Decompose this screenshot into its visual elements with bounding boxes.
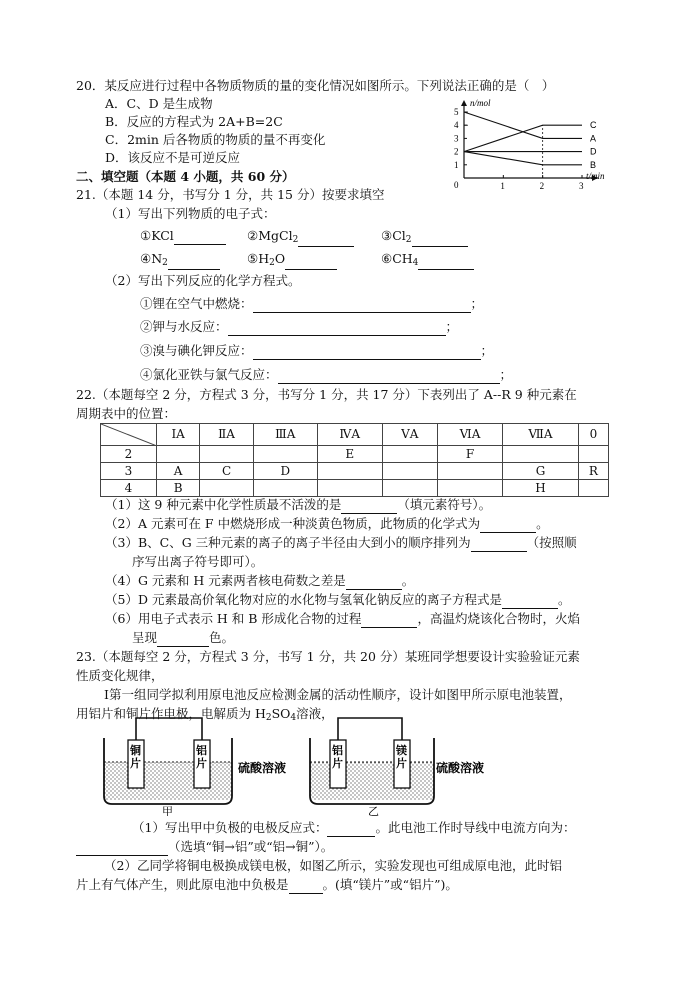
group-header: 0 [578,424,608,446]
table-row [101,446,609,463]
answer-blank[interactable] [418,256,474,270]
y-tick-label: 3 [454,133,459,144]
table-row [101,480,609,497]
element-cell [382,480,437,497]
cell-jia [104,718,232,804]
electrode-label: 片 [130,757,141,770]
element-cell: F [437,446,502,463]
series-label-a: A [590,133,597,144]
mole-time-chart [442,96,622,194]
group-header: ⅡA [200,424,254,446]
electrode-label: 铝 [332,744,343,757]
element-cell: C [200,463,254,480]
reaction-3: ③溴与碘化钾反应： ； [140,342,493,360]
group-header: ⅠA [157,424,200,446]
answer-blank[interactable] [278,370,500,384]
y-axis-arrow [461,100,467,106]
group-header: ⅤA [382,424,437,446]
series-label-c: C [590,120,597,131]
answer-blank[interactable] [298,233,354,247]
solution-label: 硫酸溶液 [436,761,485,775]
answer-blank[interactable] [341,500,397,514]
q23-para1-line2: 用铝片和铜片作电极，电解质为 $H_2SO_4$溶液， [76,706,334,723]
y-tick-label: 5 [454,107,459,117]
y-tick-label: 4 [454,120,459,131]
electrode-label: 片 [196,757,207,770]
electrode-label: 片 [396,757,407,770]
element-cell: H [503,480,579,497]
electrode-label: 铜 [130,744,141,757]
period-cell: 2 [101,446,157,463]
element-cell [157,446,200,463]
wire [136,718,202,740]
x-tick-label: 1 [500,181,505,191]
species-cl2: $③Cl_2$ [381,227,468,247]
y-tick-label: 1 [454,159,459,170]
element-cell [437,463,502,480]
q23-para1-line1: Ⅰ第一组同学拟利用原电池反应检测金属的活动性顺序，设计如图甲所示原电池装置， [104,687,572,702]
q22-item3: （3）B、C、G 三种元素的离子的离子半径由大到小的顺序排列为 （按照顺 [105,534,577,552]
element-cell [503,446,579,463]
answer-blank[interactable] [228,322,446,336]
element-cell [317,480,382,497]
element-cell: D [253,463,317,480]
group-header: ⅦA [503,424,579,446]
x-tick-label: 3 [579,181,584,191]
periodic-table [100,423,609,497]
period-cell: 3 [101,463,157,480]
q23-sub1-line1: （1）写出甲中负极的电极反应式： 。此电池工作时导线中电流方向为： [132,819,575,837]
group-header: ⅢA [253,424,317,446]
q23-sub1-line2: （选填“铜→铝”或“铝→铜”）。 [76,838,333,856]
electrode-label: 铝 [196,744,207,757]
section-2-heading: 二、填空题（本题 4 小题，共 60 分） [76,169,295,184]
diagonal-line [101,424,157,446]
answer-blank[interactable] [471,538,527,552]
q20-option-d: D．该反应不是可逆反应 [105,150,241,165]
element-cell [253,446,317,463]
q22-item3-cont: 序写出离子符号即可）。 [132,554,264,569]
q22-stem-line2: 周期表中的位置： [76,406,177,421]
species-h2o: $⑤H_2O$ [247,250,337,270]
species-mgcl2: ②MgCl$_2$ [247,227,354,247]
q22-item6: （6）用电子式表示 H 和 B 形成化合物的过程 ，高温灼烧该化合物时，火焰 [105,610,580,628]
reaction-1: ①锂在空气中燃烧： ； [140,295,483,313]
solution-label: 硫酸溶液 [238,761,287,775]
species-ch4: $⑥CH_4$ [381,250,474,270]
answer-blank[interactable] [174,231,226,245]
q21-part2: （2）写出下列反应的化学方程式。 [105,273,301,288]
answer-blank[interactable] [412,233,468,247]
element-cell: G [503,463,579,480]
reaction-4: ④氯化亚铁与氯气反应： ； [140,366,512,384]
group-header: ⅥA [437,424,502,446]
q20-option-a: A．C、D 是生成物 [105,96,213,111]
element-cell [382,446,437,463]
element-cell: A [157,463,200,480]
element-cell [578,480,608,497]
element-cell: R [578,463,608,480]
acid-solution [310,762,434,800]
cell-yi [310,718,434,804]
answer-blank[interactable] [289,880,323,894]
q23-sub2-line1: （2）乙同学将铜电极换成镁电极，如图乙所示，实验发现也可组成原电池，此时铝 [104,858,562,873]
answer-blank[interactable] [285,256,337,270]
figure-caption: 甲 [162,805,173,816]
series-label-d: D [590,146,597,157]
answer-blank[interactable] [157,633,209,647]
corner-cell [101,424,157,446]
q22-item6-cont: 呈现 色。 [132,629,234,647]
element-cell [200,480,254,497]
answer-blank[interactable] [327,823,375,837]
x-tick-label: 2 [539,181,545,191]
element-cell [437,480,502,497]
q20-option-b: B．反应的方程式为 2A+B=2C [105,114,283,129]
wire [338,718,402,740]
element-cell [317,463,382,480]
q22-item2: （2）A 元素可在 F 中燃烧形成一种淡黄色物质，此物质的化学式为 。 [105,515,549,533]
galvanic-cell-apparatus [100,712,520,816]
element-cell [200,446,254,463]
answer-blank[interactable] [480,519,536,533]
element-cell [382,463,437,480]
q20-stem: 20．某反应进行过程中各物质物质的量的变化情况如图所示。下列说法正确的是（ ） [76,78,555,93]
answer-blank[interactable] [346,576,402,590]
q20-option-c: C．2min 后各物质的物质的量不再变化 [105,132,326,147]
y-tick-label: 2 [454,146,459,157]
species-n2: $④N_2$ [140,250,220,270]
q23-stem-line2: 性质变化规律， [76,668,164,683]
series-line-b [464,152,582,165]
q22-item1: （1）这 9 种元素中化学性质最不活泼的是 （填元素符号）。 [105,496,491,514]
q22-item5: （5）D 元素最高价氧化物对应的水化物与氢氧化钠反应的离子方程式是 。 [105,591,570,609]
q23-sub2-line2: 片上有气体产生，则此原电池中负极是 。(填“镁片”或“铝片”)。 [76,876,458,894]
q23-stem-line1: 23.（本题每空 2 分，方程式 3 分，书写 1 分，共 20 分）某班同学想要设计实验验证元素 [76,649,580,664]
electrode-label: 片 [332,757,343,770]
x-axis-label: t/min [586,171,605,181]
reaction-2: ②钾与水反应： ； [140,318,458,336]
period-cell: 4 [101,480,157,497]
element-cell: E [317,446,382,463]
figure-caption: 乙 [368,805,379,816]
answer-blank[interactable] [76,842,168,856]
q21-part1: （1）写出下列物质的电子式： [105,206,276,221]
answer-blank[interactable] [361,614,417,628]
y-axis-label: n/mol [470,98,491,108]
q21-stem: 21.（本题 14 分，书写分 1 分，共 15 分）按要求填空 [76,187,385,202]
element-cell [578,446,608,463]
species-kcl: ①KCl [140,227,226,245]
answer-blank[interactable] [502,595,558,609]
answer-blank[interactable] [168,256,220,270]
origin-label: 0 [454,180,459,190]
group-header: ⅣA [317,424,382,446]
element-cell: B [157,480,200,497]
electrode-label: 镁 [396,744,407,757]
q22-item4: （4）G 元素和 H 元素两者核电荷数之差是 。 [105,572,414,590]
element-cell [253,480,317,497]
answer-blank[interactable] [253,346,481,360]
answer-blank[interactable] [253,299,471,313]
table-row [101,463,609,480]
series-label-b: B [590,159,597,170]
q22-stem-line1: 22.（本题每空 2 分，方程式 3 分，书写分 1 分，共 17 分）下表列出了 A--R 9 种元素在 [76,387,577,402]
acid-solution [104,762,232,800]
